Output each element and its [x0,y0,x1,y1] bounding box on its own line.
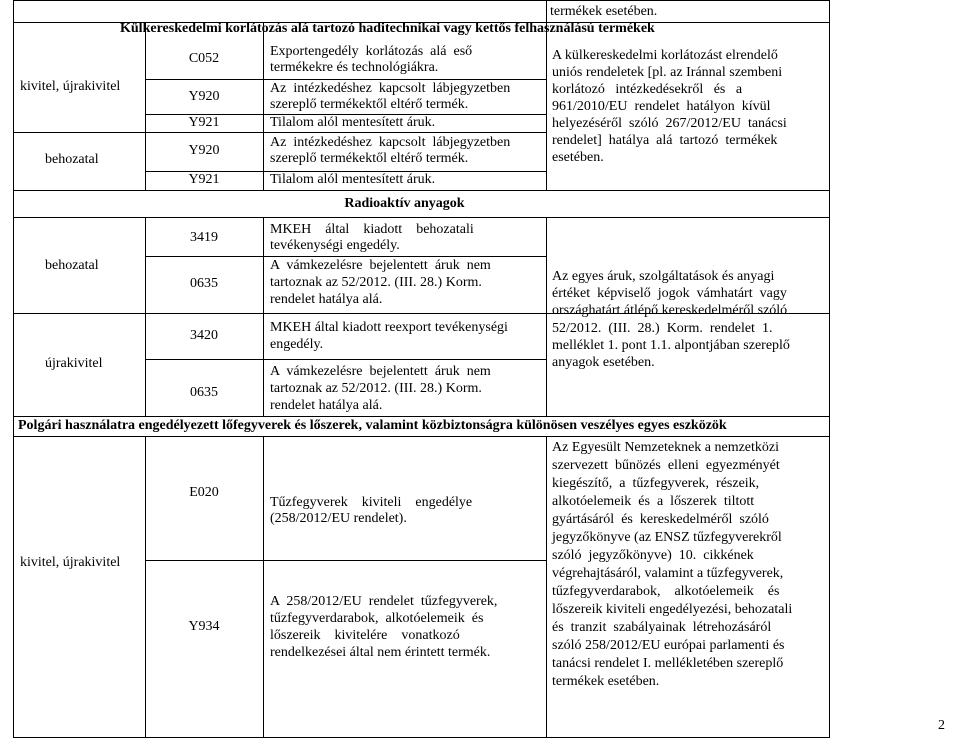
code-e020: E020 [189,485,219,500]
col-sep-1 [145,22,146,190]
desc-line: Tilalom alól mentesített áruk. [270,172,436,187]
label-kivitel-ujrakivitel: kivitel, újrakivitel [20,555,121,570]
right-line: A külkereskedelmi korlátozást elrendelő [552,48,778,63]
hline-4 [13,132,546,133]
code-y921: Y921 [188,115,220,130]
hline-10 [145,359,546,360]
col-sep-3b [546,217,547,416]
desc-line: lőszereik kivitelére vonatkozó [270,628,460,643]
code-y920: Y920 [188,89,220,104]
code-0635: 0635 [190,276,218,291]
col-sep-1c [145,436,146,737]
right-line: lőszereik kiviteli engedélyezési, behozatali [552,602,793,617]
right-line: Az egyes áruk, szolgáltatások és anyagi [552,269,775,284]
desc-line: tűzfegyverdarabok, alkotóelemeik és [270,611,484,626]
hline-2 [145,79,546,80]
right-line: termékek esetében. [552,674,660,689]
hline-8 [145,256,546,257]
label-kivitel-ujrakivitel: kivitel, újrakivitel [20,79,121,94]
desc-line: Tűzfegyverek kiviteli engedélye [270,495,473,510]
hline-top [13,0,830,1]
code-0635: 0635 [190,385,218,400]
section-heading-firearms: Polgári használatra engedélyezett lőfegyverek és lőszerek, valamint közbiztonságra különösen veszélyes egyes eszközök [18,418,727,433]
right-line: Az Egyesült Nemzeteknek a nemzetközi [552,440,780,455]
label-ujrakivitel: újrakivitel [45,356,103,371]
desc-line: termékekre és technológiákra. [270,60,439,75]
right-line: szóló jegyzőkönyve) 10. cikkének [552,548,754,563]
desc-line: tartoznak az 52/2012. (III. 28.) Korm. [270,275,482,290]
right-line: alkotóelemeik és a lőszerek tiltott [552,494,755,509]
section-heading-dual-use: Külkereskedelmi korlátozás alá tartozó haditechnikai vagy kettős felhasználású termékek [120,21,655,36]
desc-line: engedély. [270,337,324,352]
desc-line: Exportengedély korlátozás alá eső [270,44,473,59]
col-sep-2c [263,436,264,737]
hline-11 [13,416,830,417]
hline-bottom [13,737,830,738]
right-line: korlátozó intézkedésekről és a [552,82,743,97]
right-line: 961/2010/EU rendelet hatályon kívül [552,99,771,114]
hline-12 [13,436,830,437]
desc-line: szereplő termékektől eltérő termék. [270,97,469,112]
code-3419: 3419 [190,230,218,245]
right-line: országhatárt átlépő kereskedelméről szóló [552,303,788,318]
right-line: gyártásáról és kereskedelméről szóló [552,512,769,527]
desc-line: (258/2012/EU rendelet). [270,511,407,526]
desc-line: rendelet hatálya alá. [270,398,383,413]
desc-line: A 258/2012/EU rendelet tűzfegyverek, [270,594,498,609]
code-y921: Y921 [188,172,220,187]
section-heading-radioactive: Radioaktív anyagok [344,196,465,211]
code-c052: C052 [188,51,220,66]
desc-line: rendelet hatálya alá. [270,292,383,307]
table-border-right [829,0,830,737]
right-line: kiegészítő, a tűzfegyverek, részeik, [552,476,760,491]
right-line: szóló 258/2012/EU európai parlamenti és [552,638,785,653]
desc-line: rendelkezései által nem érintett termék. [270,645,491,660]
desc-line: Az intézkedéshez kapcsolt lábjegyzetben [270,135,511,150]
right-line: esetében. [552,150,604,165]
right-line: helyezéséről szóló 267/2012/EU tanácsi [552,116,787,131]
hline-6 [13,190,830,191]
right-line: szervezett bűnözés elleni egyezményét [552,458,780,473]
label-behozatal: behozatal [45,152,99,167]
hline-7 [13,217,830,218]
right-line: 52/2012. (III. 28.) Korm. rendelet 1. [552,321,773,336]
right-line: uniós rendeletek [pl. az Iránnal szembeni [552,65,783,80]
right-line: rendelet] hatálya alá tartozó termékek [552,133,778,148]
right-line: végrehajtásáról, valamint a tűzfegyverek, [552,566,784,581]
right-line: és tranzit szabályainak létrehozásáról [552,620,772,635]
hline-13 [145,560,546,561]
col-sep-2 [263,22,264,190]
code-y920: Y920 [188,143,220,158]
desc-line: Az intézkedéshez kapcsolt lábjegyzetben [270,81,511,96]
right-line: tanácsi rendelet I. mellékletében szereplő [552,656,784,671]
code-y934: Y934 [188,619,220,634]
desc-line: szereplő termékektől eltérő termék. [270,151,469,166]
desc-line: MKEH által kiadott reexport tevékenységi [270,320,508,335]
right-line: értéket képviselő jogok vámhatárt vagy [552,286,787,301]
desc-line: MKEH által kiadott behozatali [270,222,474,237]
desc-line: Tilalom alól mentesített áruk. [270,115,436,130]
right-line: jegyzőkönyve (az ENSZ tűzfegyverekről [552,530,782,545]
right-line: melléklet 1. pont 1.1. alpontjában szereplő [552,338,790,353]
right-line: anyagok esetében. [552,355,655,370]
desc-line: tevékenységi engedély. [270,238,400,253]
table-border-left [13,0,14,737]
code-3420: 3420 [190,328,218,343]
col-sep-3c [546,436,547,737]
desc-line: A vámkezelésre bejelentett áruk nem [270,258,491,273]
page-number: 2 [938,718,945,733]
desc-line: A vámkezelésre bejelentett áruk nem [270,364,491,379]
label-behozatal: behozatal [45,258,99,273]
top-note: termékek esetében. [550,4,658,19]
col-sep-2b [263,217,264,416]
desc-line: tartoznak az 52/2012. (III. 28.) Korm. [270,381,482,396]
right-line: tűzfegyverdarabok, alkotóelemeik és [552,584,780,599]
